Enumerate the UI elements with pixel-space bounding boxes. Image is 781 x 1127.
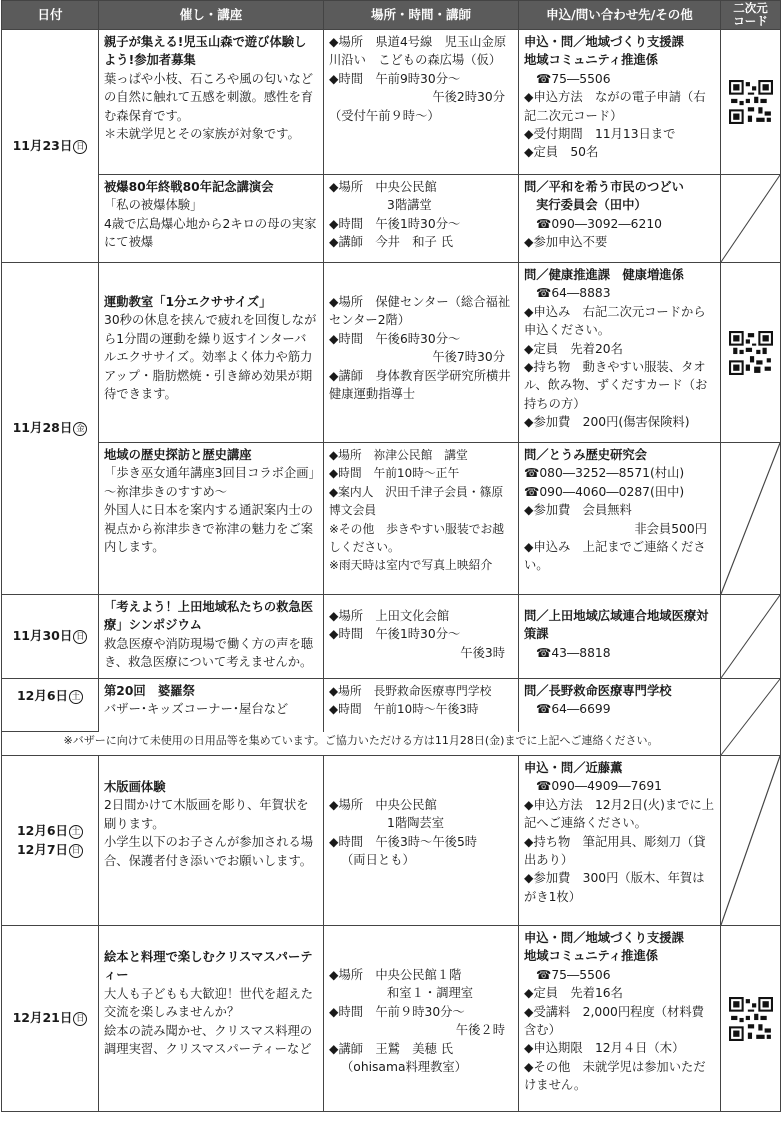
date-cell: 12月21日 日 [2,926,99,1112]
contact-cell: 問／上田地域広域連合地域医療対策課 ☎43―8818 [519,595,721,679]
event-desc: 葉っぱや小枝、石ころや風の匂いなどの自然に触れて五感を刺激。感性を育む森保育です。 [104,71,314,123]
contact-cell: 問／平和を希う市民のつどい 実行委員会（田中） ☎090―3092―6210 ◆参加申込不要 [519,175,721,263]
event-row [2,595,781,679]
qr-code-icon[interactable] [729,80,773,124]
place-cell: ◆場所 上田文化会館 ◆時間 午後1時30分～ 午後3時 [324,595,519,679]
footnote: ※バザーに向けて未使用の日用品等を集めています。ご協力いただける方は11月28日(金)までに上記へご連絡ください。 [2,732,721,756]
event-desc: 4歳で広島爆心地から2キロの母の実家にて被爆 [104,216,317,250]
qr-cell [721,263,781,443]
event-title: 第20回 婆羅祭 [104,684,195,698]
weekday-badge: 日 [73,630,87,644]
contact-cell: 申込・問／近藤薫 ☎090―4909―7691 ◆申込方法 12月2日(火)までに上記へご連絡ください。 ◆持ち物 筆記用具、彫刻刀（貸出あり） ◆参加費 300円（版木、年賀はがき1枚） [519,756,721,926]
event-desc: 外国人に日本を案内する通訳案内士の視点から祢津歩きで祢津の魅力をご案内します。 [104,503,314,555]
event-row [2,926,781,1112]
event-cell [99,679,324,732]
phone-number: ☎090―4909―7691 [536,779,662,794]
event-desc: 救急医療や消防現場で働く方の声を聴き、救急医療について考えませんか。 [104,636,314,670]
weekday-badge: 金 [73,422,87,436]
empty-qr-cell [721,756,781,926]
place-cell: ◆場所 中央公民館 3階講堂 ◆時間 午後1時30分～ ◆講師 今井 和子 氏 [324,175,519,263]
event-row [2,175,781,263]
weekday-badge: 日 [73,140,87,154]
event-cell: 地域の歴史探訪と歴史講座 「歩き巫女通年講座3回目コラボ企画」～祢津歩きのすすめ～ 外国人に日本を案内する通訳案内士の視点から祢津歩きで祢津の魅力をご案内します。 [99,443,324,595]
date-cell: 12月6日 土 [2,679,99,732]
date-cell: 12月6日 土 12月7日 日 [2,756,99,926]
event-title: 運動教室「1分エクササイズ」 [104,295,272,309]
place-cell: ◆場所 保健センター（総合福祉センター2階） ◆時間 午後6時30分～ 午後7時30分 ◆講師 身体教育医学研究所横井健康運動指導士 [324,263,519,443]
phone-number: ☎080―3252―8571(村山) [524,466,685,481]
date-cell: 11月23日 日 [2,30,99,263]
qr-cell [721,30,781,175]
event-title: 「考えよう！上田地域私たちの救急医療」シンポジウム [104,600,314,633]
empty-qr-cell [721,443,781,595]
event-cell [99,30,324,175]
diagonal-slash [721,443,780,594]
event-table [1,0,781,1112]
weekday-badge: 土 [69,825,83,839]
event-desc: バザー･キッズコーナー･屋台など [104,702,289,717]
empty-qr-cell [721,679,781,756]
header-qr: 二次元 コード [721,1,781,30]
header-event: 催し・講座 [99,1,324,30]
empty-qr-cell [721,595,781,679]
empty-qr-cell [721,175,781,263]
place-cell: ◆場所 祢津公民館 講堂 ◆時間 午前10時～正午 ◆案内人 沢田千津子会員・篠原博文会員 ※その他 歩きやすい服装でお越しください。 ※雨天時は室内で写真上映紹介 [324,443,519,595]
header-place: 場所・時間・講師 [324,1,519,30]
event-row [2,756,781,926]
phone-number: ☎64―8883 [536,286,611,301]
event-row [2,679,781,732]
diagonal-slash [721,595,780,678]
header-row [2,1,781,30]
diagonal-slash [721,756,780,925]
event-cell: 被爆80年終戦80年記念講演会 「私の被爆体験」 4歳で広島爆心地から2キロの母の実家にて被爆 [99,175,324,263]
phone-number: ☎090―4060―0287(田中) [524,484,685,499]
place-cell: ◆場所 中央公民館１階 和室１・調理室 ◆時間 午前９時30分～ 午後２時 ◆講師 王鷲 美穂 氏 （ohisama料理教室） [324,926,519,1112]
date-cell: 11月30日 日 [2,595,99,679]
event-row [2,443,781,595]
header-date: 日付 [2,1,99,30]
event-desc: 30秒の休息を挟んで疲れを回復しながら1分間の運動を繰り返すインターバルエクササイズ。効率よく体力や筋力アップ・脂肪燃焼・引き締め効果が期待できます。 [104,313,317,402]
diagonal-slash [721,679,780,755]
place-cell: ◆場所 中央公民館 1階陶芸室 ◆時間 午後3時～午後5時 （両日とも） [324,756,519,926]
weekday-badge: 土 [69,690,83,704]
header-contact: 申込/問い合わせ先/その他 [519,1,721,30]
qr-code-icon[interactable] [729,331,773,375]
event-title: 被爆80年終戦80年記念講演会 [104,180,274,194]
phone-number: ☎43―8818 [536,645,611,660]
footnote-row [2,732,781,756]
contact-cell: 問／健康推進課 健康増進係 ☎64―8883 ◆申込み 右記二次元コードから申込ください。 ◆定員 先着20名 ◆持ち物 動きやすい服装、タオル、飲み物、ずくだすカード（お持ちの方） ◆参加費 200円(傷害保険料) [519,263,721,443]
event-row [2,263,781,443]
qr-code-icon[interactable] [729,997,773,1041]
event-title: 親子が集える!児玉山森で遊び体験しよう!参加者募集 [104,35,307,68]
phone-number: ☎64―6699 [536,702,611,717]
event-note: ＊未就学児とその家族が対象です。 [104,127,300,142]
weekday-badge: 日 [69,844,83,858]
weekday-badge: 日 [73,1012,87,1026]
event-row [2,30,781,175]
event-desc: 大人も子どもも大歓迎！世代を超えた交流を楽しみませんか？ [104,986,314,1020]
event-title: 地域の歴史探訪と歴史講座 [104,448,252,462]
event-title: 絵本と料理で楽しむクリスマスパーティー [104,950,313,983]
contact-cell: 問／長野救命医療専門学校 ☎64―6699 [519,679,721,732]
event-cell [99,263,324,443]
event-cell: 木版画体験 2日間かけて木版画を彫り、年賀状を刷ります。 小学生以下のお子さんが参加される場合、保護者付き添いでお願いします。 [99,756,324,926]
date-cell: 11月28日 金 [2,263,99,595]
contact-cell: 申込・問／地域づくり支援課 地域コミュニティ推進係 ☎75―5506 ◆申込方法 ながの電子申請（右記二次元コード） ◆受付期間 11月13日まで ◆定員 50名 [519,30,721,175]
qr-cell [721,926,781,1112]
event-title: 木版画体験 [104,780,166,794]
place-cell: ◆場所 長野救命医療専門学校 ◆時間 午前10時～午後3時 [324,679,519,732]
diagonal-slash [721,175,780,262]
event-desc: 2日間かけて木版画を彫り、年賀状を刷ります。 [104,798,309,831]
place-cell: ◆場所 県道4号線 児玉山金原川沿い こどもの森広場（仮） ◆時間 午前9時30分～ 午後2時30分 （受付午前９時～） [324,30,519,175]
contact-cell: 問／とうみ歴史研究会 ☎080―3252―8571(村山) ☎090―4060―0287(田中) ◆参加費 会員無料 非会員500円 ◆申込み 上記までご連絡ください。 [519,443,721,595]
phone-number: ☎090―3092―6210 [536,216,662,231]
phone-number: ☎75―5506 [536,71,611,86]
event-cell: 絵本と料理で楽しむクリスマスパーティー 大人も子どもも大歓迎！世代を超えた交流を楽しみませんか？ 絵本の読み聞かせ、クリスマス料理の調理実習、クリスマスパーティーなど [99,926,324,1112]
phone-number: ☎75―5506 [536,967,611,982]
contact-cell: 申込・問／地域づくり支援課 地域コミュニティ推進係 ☎75―5506 ◆定員 先着16名 ◆受講料 2,000円程度（材料費含む） ◆申込期限 12月４日（木） ◆その他 未就学児は参加いただけません。 [519,926,721,1112]
event-cell [99,595,324,679]
